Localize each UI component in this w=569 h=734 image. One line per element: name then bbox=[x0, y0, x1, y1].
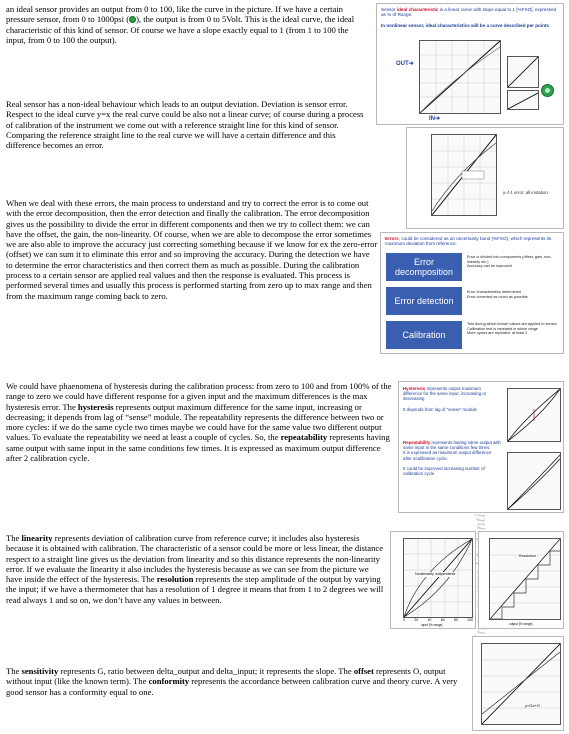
paragraph-sensitivity: The sensitivity represents G, ratio between delta_output and delta_input; it represents the slope. The offset represents O, output without input (like the known term). The conformity represents the accordance between calibration curve and theory curve. A very good sensor has a conformity equal to one. bbox=[6, 666, 458, 697]
term-sensitivity: sensitivity bbox=[21, 666, 59, 676]
real-curve-plot bbox=[431, 134, 497, 216]
slide-ideal-characteristic bbox=[376, 3, 564, 125]
slide-errors bbox=[380, 232, 564, 354]
paragraph-text: ), the output is from 0 to 5Volt. This is the ideal curve, the ideal characteristic of this kind of sensor. Of course we have a slope exactly equal to 1 (from 1 to 100 the input, from 0 to 100 the output). bbox=[6, 14, 355, 45]
slide-resolution bbox=[478, 531, 564, 629]
repeatability-plot bbox=[507, 452, 561, 510]
slide-title: Errors, could be considered as an uncertainty band (%FSO), which represents its maximum deviation from reference. bbox=[385, 236, 552, 247]
calibration-bullets: Test during which known values are applied to sensor Calibration test is repeated in whole range More cycles are repeated, at least 2 bbox=[467, 322, 557, 336]
error-decomposition-bullets: Error is divided into components (offset, gain, non-linearity etc.) Accuracy can be improved bbox=[467, 255, 552, 269]
hysteresis-plot bbox=[507, 388, 561, 442]
pressure-sensor-icon bbox=[129, 16, 136, 23]
paragraph-real-sensor: Real sensor has a non-ideal behaviour which leads to an output deviation. Deviation is sensor error. Respect to the ideal curve y=x the real curve could be also not a linear curve; of course during a process of calibration of the instrument we come out with a reference straight line for this kind of sensor. Comparing the reference straight line to the real curve we will have a certain difference and this difference becomes an error. bbox=[6, 99, 364, 151]
slide-linearity bbox=[390, 531, 476, 629]
x-axis-label: input [% range] bbox=[421, 623, 443, 627]
ideal-curve-plot bbox=[419, 40, 501, 114]
sensor-example-plot bbox=[507, 56, 539, 88]
slide-real-curve bbox=[406, 127, 564, 229]
term-conformity: conformity bbox=[148, 676, 190, 687]
slide-sensitivity-offset bbox=[472, 636, 564, 731]
paragraph-error-process: When we deal with these errors, the main process to understand and try to correct the error is to come out with the error decomposition, then the error detection and finally the calibration. The error decomposition gives us the possibility to divide the error in different components and then we try to collect them: we can have the offset, the gain, the non-linearity. Of course, when we are able to decompose the error sometimes we are also able to improve the accuracy just correcting something because if we know for ex the zero-error (offset) we can sum it to eliminate this error and so improving the accuracy. During the detection we have to determine the error characteristics and then correct them as much as possible. During the calibration process to a certain sensor are applied real values and then the response is evaluated. This process is performed several times and usually this process is performed starting from zero up to max range and then from the maximum range coming back to zero. bbox=[6, 198, 378, 301]
real-curve-formula: y=f-1 error: all instation bbox=[503, 190, 548, 195]
sensitivity-plot bbox=[481, 643, 561, 725]
paragraph-ideal-sensor bbox=[6, 4, 368, 45]
error-detection-box: Error detection bbox=[386, 287, 462, 315]
calibration-box: Calibration bbox=[386, 321, 462, 349]
hysteresis-description: Hysteresis represents output maximum difference for the same input, increasing or decreasing It depends from lag of “sense” module bbox=[403, 386, 487, 412]
sensor-example-plot-2 bbox=[507, 90, 539, 110]
slide-subtitle: In nonlinear sensor, ideal characteristics will be a curve described per points bbox=[381, 23, 549, 28]
y-axis-label: output [% range] bbox=[509, 622, 533, 626]
term-linearity: linearity bbox=[21, 533, 53, 543]
slide-title: Sensor ideal characteristic is a linear curve with slope equal to 1 [%FSO], expressed as % of Range. bbox=[381, 7, 557, 18]
nonlinearity-label: Nonlinearity indipendente bbox=[415, 572, 456, 576]
slide-hysteresis-repeatability bbox=[398, 381, 564, 513]
error-detection-bullets: Error characteristics determined Error corrected as much as possible bbox=[467, 290, 528, 299]
out-label: OUT➔ bbox=[396, 61, 414, 67]
paragraph-linearity: The linearity represents deviation of calibration curve from reference curve; it includes also hysteresis because it is obtained with calibration. The characteristic of a sensor could be more or less linear, the distance respect to a straight line gives us the deviation from linearity and so this distance represents the non-linearity error. If we evaluate the linearity it also includes the hysteresis because as we can see from the picture we have inside the effect of the hysteresis. The resolution represents the step amplitude of the output by varying the input; if we have a thermometer that has a resolution of 1 degree it means that from 1 to 2 degrees we will read always 1 and so on, we don’t have any values in between. bbox=[6, 533, 384, 605]
term-resolution: resolution bbox=[156, 574, 194, 585]
term-offset: offset bbox=[353, 666, 374, 676]
in-label: IN➔ bbox=[429, 116, 441, 122]
x-tick-labels: 0 20 40 60 80 100 bbox=[403, 618, 473, 622]
paragraph-hysteresis: We could have phaenomena of hysteresis during the calibration process: from zero to 100 and from 100% of the range to zero we could have different response for a given input and the maximum differences is the max hysteresis error. The hysteresis represents output maximum difference for the same input, increasing or decreasing; it depends from lag of “sense” module. The repeatability represents the difference between two or more cycles: if we do the same cycle two times maybe we could have for the same value two different output values. To evaluate the repeatability we need at least a couple of cycles. So, the repeatability represents having same output with same input in the same conditions few times. It is expressed as maximum output difference after 2 calibration cycle. bbox=[6, 381, 392, 464]
resolution-plot bbox=[489, 538, 561, 620]
term-repeatability: repeatability bbox=[280, 432, 328, 443]
error-decomposition-box: Error decomposition bbox=[386, 253, 462, 281]
repeatability-description: Repeatability represents having same output with same input in the same conditions few times. It is expressed as maximum output difference after 2calibration cycle. It could be improved increasing number of calibration cycle bbox=[403, 440, 501, 477]
paragraph-text: an ideal sensor provides an output from 0 to 100, like the curve in the picture. If we have a certain pressure sensor, from 0 to 1000psi ( bbox=[6, 4, 343, 25]
nonlinearity-plot bbox=[403, 538, 473, 618]
term-hysteresis: hysteresis bbox=[77, 401, 114, 412]
sensitivity-formula: y=Gx+O bbox=[525, 703, 540, 708]
pressure-gauge-icon bbox=[541, 84, 554, 97]
resolution-label: Resolution bbox=[519, 554, 536, 558]
